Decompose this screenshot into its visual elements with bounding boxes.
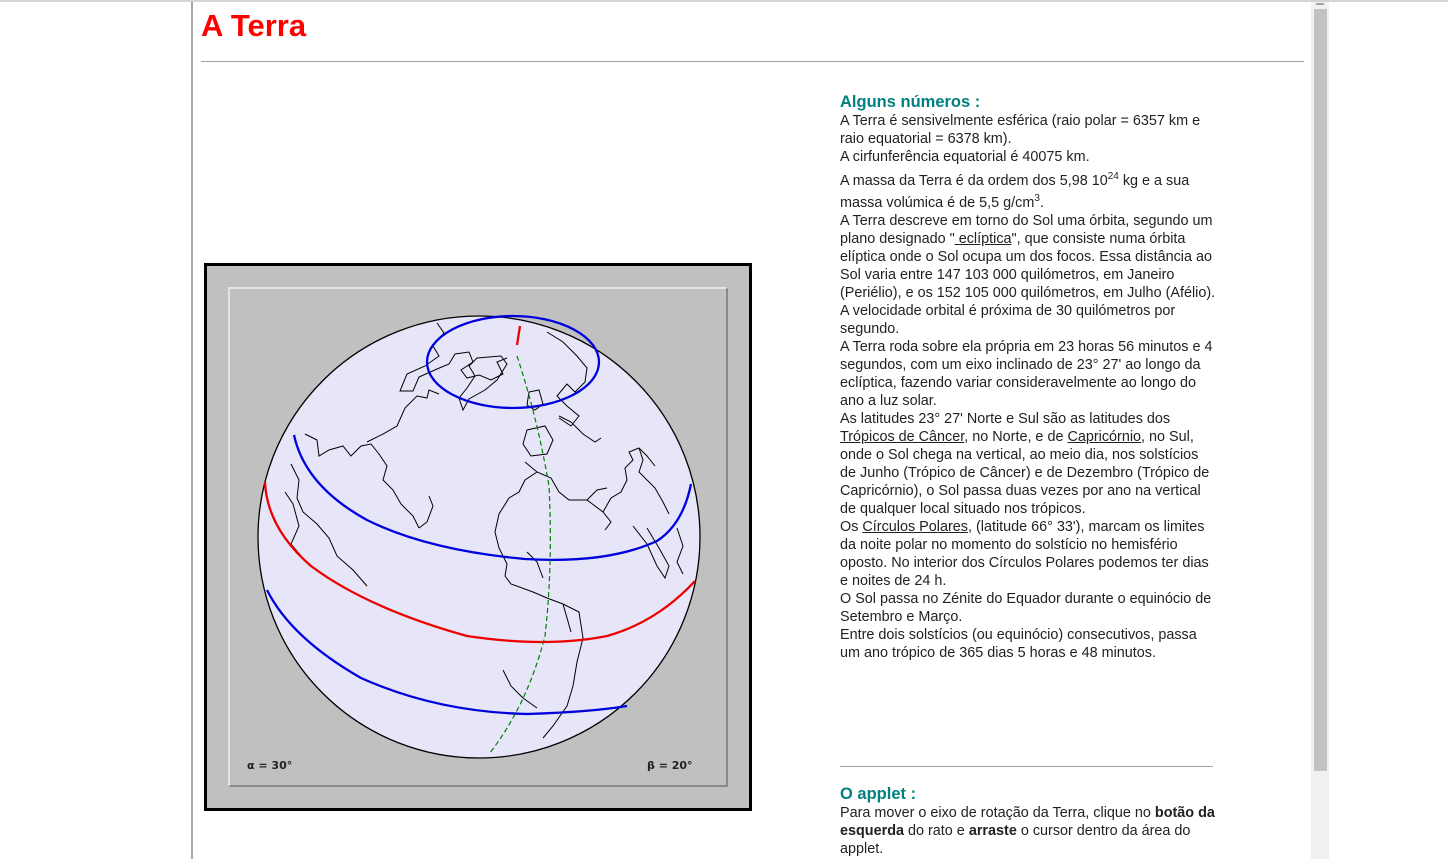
polar-text-rest: , (latitude 66° 33'), marcam os limites da noite polar no momento do solstício no hemisfério oposto. No interior dos Círculos Polares podemos ter dias e noites de 24 h.	[840, 518, 1209, 589]
orbital-speed-text: A velocidade orbital é próxima de 30 quilómetros por segundo.	[840, 302, 1176, 337]
mass-text	[840, 168, 1218, 212]
globe-disc	[258, 316, 700, 758]
radius-text: A Terra é sensivelmente esférica (raio polar = 6357 km e raio equatorial = 6378 km).	[840, 113, 1201, 147]
title-divider	[201, 61, 1304, 62]
capricorn-link[interactable]: Capricórnio	[1067, 428, 1142, 445]
numbers-heading: Alguns números :	[840, 93, 981, 111]
alpha-angle-label: α = 30°	[247, 759, 293, 772]
orbit-text	[840, 212, 1218, 302]
applet-instructions	[840, 804, 1218, 858]
mass-text-end: .	[1039, 194, 1044, 211]
tropic-cancer-link[interactable]: Trópicos de Câncer	[840, 428, 965, 445]
ecliptic-link[interactable]: eclíptica	[954, 230, 1012, 247]
polar-text-part: Os	[840, 518, 863, 535]
rotation-text: A Terra roda sobre ela própria em 23 horas 56 minutos e 4 segundos, com um eixo inclinado de 23° 27' ao longo da eclíptica, fazendo variar consideravelmente ao longo do ano a luz solar.	[840, 338, 1213, 409]
orbit-text-part: A Terra descreve em torno do Sol uma órbita, segundo um plano designado "	[840, 212, 1213, 247]
mass-text-part: A massa da Terra é da ordem dos 5,98 10	[840, 172, 1108, 189]
instructions-rest: o cursor dentro da área do applet.	[840, 823, 1191, 857]
tropical-year-text: Entre dois solstícios (ou equinócio) consecutivos, passa um ano trópico de 365 dias 5 horas e 48 minutos.	[840, 626, 1197, 661]
mass-exponent: 24	[1107, 171, 1119, 182]
tropics-text-mid: , no Norte, e de	[964, 428, 1068, 445]
tropics-text-part: As latitudes 23° 27' Norte e Sul são as latitudes dos	[840, 410, 1171, 427]
page-title: A Terra	[201, 8, 307, 43]
earth-applet[interactable]	[204, 263, 752, 811]
tropics-text	[840, 410, 1218, 518]
instructions-mid: do rato e	[904, 823, 969, 839]
applet-heading: O applet :	[840, 785, 917, 803]
drag-text: arraste	[968, 823, 1017, 839]
applet-help-section	[840, 785, 1218, 858]
density-text-part: kg e a sua massa volúmica é de 5,5 g/cm	[840, 172, 1190, 211]
window-top-border	[0, 0, 1448, 2]
section-divider	[840, 766, 1213, 767]
zenith-text: O Sol passa no Zénite do Equador durante o equinócio de Setembro e Março.	[840, 590, 1212, 625]
numbers-section	[840, 93, 1218, 662]
scrollbar-thumb[interactable]	[1314, 9, 1327, 771]
instructions-part: Para mover o eixo de rotação da Terra, clique no	[840, 805, 1155, 821]
circumference-text: A cirfunferência equatorial é 40075 km.	[840, 149, 1090, 165]
tropics-text-rest: , no Sul, onde o Sol chega na vertical, ao meio dia, nos solstícios de Junho (Trópico de Câncer) e de Dezembro (Trópico de Capricórnio), o Sol passa duas vezes por ano na vertical de qualquer local situado nos trópicos.	[840, 428, 1210, 517]
density-exponent: 3	[1034, 192, 1040, 204]
orbit-text-rest: ", que consiste numa órbita elíptica onde o Sol ocupa um dos focos. Essa distância ao Sol varia entre 147 103 000 quilómetros, em Janeiro (Periélio), e os 152 105 000 quilómetros, em Julho (Afélio).	[840, 230, 1216, 301]
polar-circles-text	[840, 518, 1218, 590]
scroll-up-arrow[interactable]	[1316, 3, 1324, 5]
left-button-text: botão da esquerda	[840, 805, 1215, 839]
polar-circles-link[interactable]: Círculos Polares	[862, 518, 968, 535]
left-border-rule	[191, 2, 193, 859]
beta-angle-label: β = 20°	[647, 759, 693, 772]
globe-drawing[interactable]	[207, 266, 749, 808]
